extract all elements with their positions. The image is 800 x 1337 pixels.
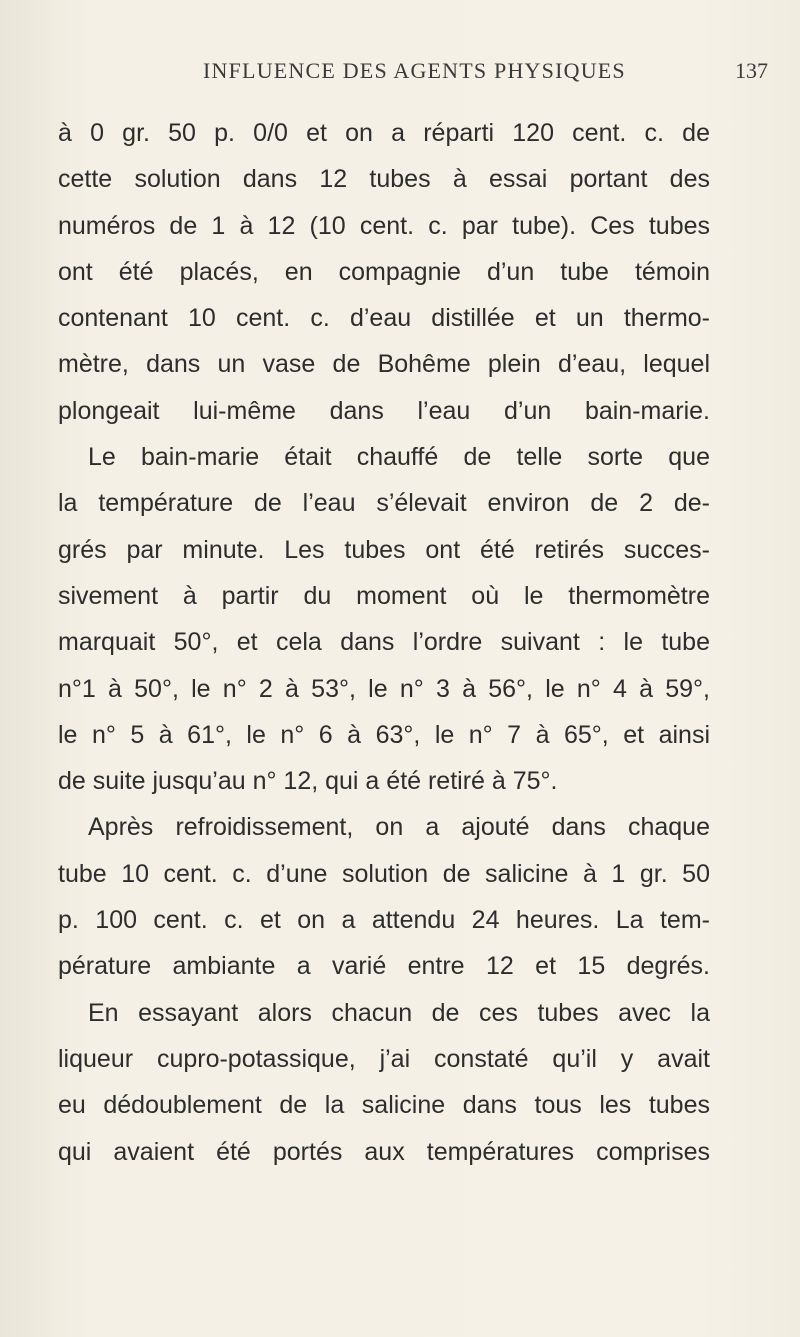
text-line: la température de l’eau s’élevait environ de 2 de- bbox=[58, 489, 710, 518]
text-line: grés par minute. Les tubes ont été retirés succes- bbox=[58, 535, 710, 564]
text-line: pérature ambiante a varié entre 12 et 15 degrés. bbox=[58, 952, 710, 981]
text-line: qui avaient été portés aux températures comprises bbox=[58, 1137, 710, 1166]
text-line: cette solution dans 12 tubes à essai portant des bbox=[58, 165, 710, 194]
running-head: INFLUENCE DES AGENTS PHYSIQUES bbox=[203, 58, 626, 83]
body-text bbox=[58, 110, 710, 1175]
text-line: plongeait lui-même dans l’eau d’un bain-marie. bbox=[58, 396, 710, 425]
text-line: le n° 5 à 61°, le n° 6 à 63°, le n° 7 à 65°, et ainsi bbox=[58, 720, 710, 749]
text-line: marquait 50°, et cela dans l’ordre suivant : le tube bbox=[58, 628, 710, 657]
page-header bbox=[0, 58, 800, 98]
text-line: à 0 gr. 50 p. 0/0 et on a réparti 120 cent. c. de bbox=[58, 119, 710, 147]
text-line: ont été placés, en compagnie d’un tube témoin bbox=[58, 257, 710, 286]
text-line: n°1 à 50°, le n° 2 à 53°, le n° 3 à 56°, le n° 4 à 59°, bbox=[58, 674, 710, 703]
text-line: En essayant alors chacun de ces tubes avec la bbox=[88, 998, 710, 1027]
text-line: sivement à partir du moment où le thermomètre bbox=[58, 581, 710, 610]
text-line: contenant 10 cent. c. d’eau distillée et un thermo- bbox=[58, 304, 710, 333]
text-line: mètre, dans un vase de Bohême plein d’eau, lequel bbox=[58, 350, 710, 379]
text-line: de suite jusqu’au n° 12, qui a été retiré à 75°. bbox=[58, 767, 558, 796]
text-line: numéros de 1 à 12 (10 cent. c. par tube). Ces tubes bbox=[58, 211, 710, 240]
text-line: liqueur cupro-potassique, j’ai constaté qu’il y avait bbox=[58, 1044, 710, 1073]
text-line: Le bain-marie était chauffé de telle sorte que bbox=[88, 443, 710, 472]
text-line: Après refroidissement, on a ajouté dans chaque bbox=[88, 813, 710, 842]
text-line: p. 100 cent. c. et on a attendu 24 heures. La tem- bbox=[58, 906, 710, 935]
page-number: 137 bbox=[735, 58, 768, 83]
text-line: eu dédoublement de la salicine dans tous les tubes bbox=[58, 1091, 710, 1120]
text-line: tube 10 cent. c. d’une solution de salicine à 1 gr. 50 bbox=[58, 859, 710, 888]
